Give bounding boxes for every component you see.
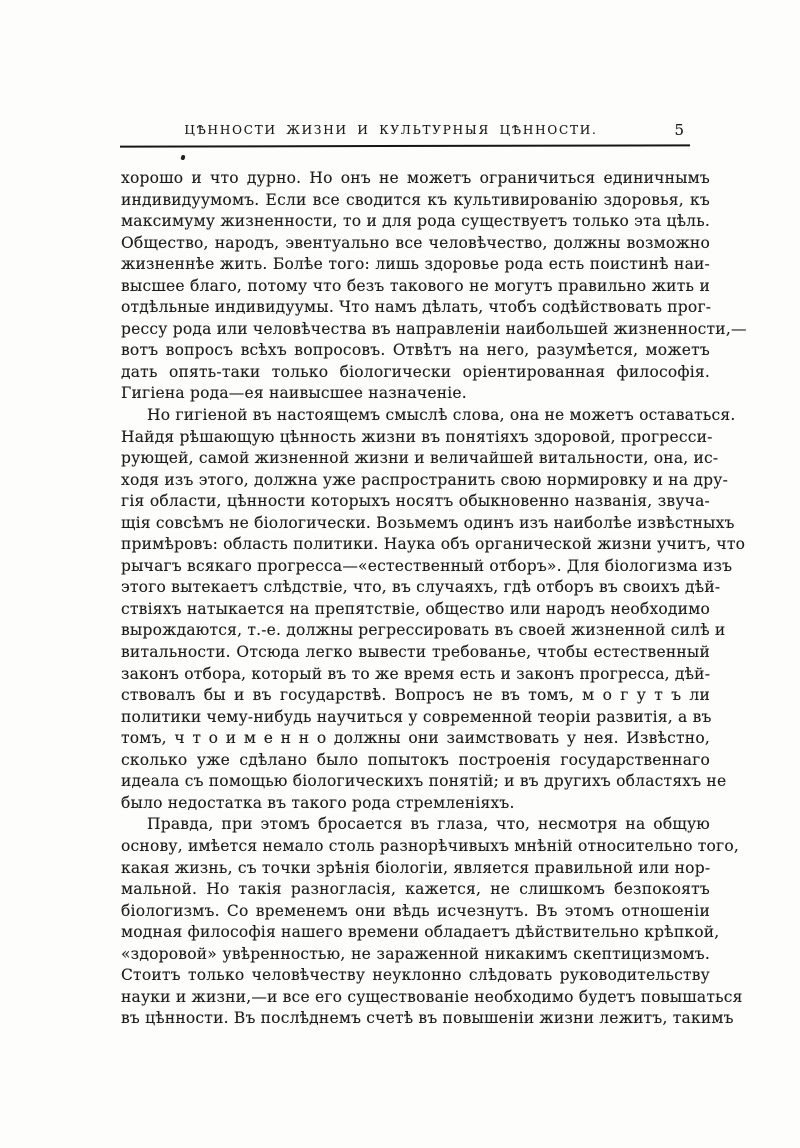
text-line: вырождаются, т.-е. должны регрессировать въ своей жизненной силѣ и bbox=[121, 621, 726, 640]
text-line: рующей, самой жизненной жизни и величайшей витальности, она, ис- bbox=[121, 449, 719, 468]
text-line: рычагъ всякаго прогресса—«естественный отборъ». Для біологизма изъ bbox=[121, 556, 733, 575]
text-line: томъ, ч т о и м е н н о должны они заимствовать у нея. Извѣстно, bbox=[121, 729, 710, 748]
text-line: примѣровъ: область политики. Наука объ органической жизни учитъ, что bbox=[121, 535, 746, 554]
text-line: дать опять-таки только біологически оріентированная философія. bbox=[121, 362, 710, 381]
header-rule bbox=[120, 144, 690, 147]
text-line: основу, имѣется немало столь разнорѣчивыхъ мнѣній относительно того, bbox=[121, 836, 740, 855]
text-line: сколько уже сдѣлано было попытокъ построенія государственнаго bbox=[121, 750, 710, 769]
text-line: политики чему-нибудь научиться у современной теоріи развитія, а въ bbox=[121, 707, 712, 726]
text-line: идеала съ помощью біологическихъ понятій; и въ другихъ областяхъ не bbox=[121, 772, 727, 791]
text-line: щія совсѣмъ не біологически. Возьмемъ одинъ изъ наиболѣе извѣстныхъ bbox=[121, 513, 735, 532]
text-line: Найдя рѣшающую цѣнность жизни въ понятіяхъ здоровой, прогресси- bbox=[121, 427, 713, 446]
text-line: Гигіена рода—ея наивысшее назначеніе. bbox=[121, 384, 467, 403]
text-line: жизненнѣе жить. Болѣе того: лишь здоровье рода есть поистинѣ наи- bbox=[121, 255, 710, 274]
ink-speck bbox=[180, 155, 185, 161]
text-line: максимуму жизненности, то и для рода существуетъ только эта цѣль. bbox=[121, 212, 710, 231]
text-line: отдѣльные индивидуумы. Что намъ дѣлать, чтобъ содѣйствовать прог- bbox=[121, 298, 712, 317]
text-line: витальности. Отсюда легко вывести требованье, чтобы естественный bbox=[121, 643, 710, 662]
page-number: 5 bbox=[674, 121, 684, 139]
text-line: вотъ вопросъ всѣхъ вопросовъ. Отвѣтъ на него, разумѣется, можетъ bbox=[121, 341, 710, 360]
text-line: мальной. Но такія разногласія, кажется, не слишкомъ безпокоятъ bbox=[121, 880, 710, 899]
text-line: высшее благо, потому что безъ такового не могутъ правильно жить и bbox=[121, 276, 710, 295]
text-line: Общество, народъ, эвентуально все человѣчество, должны возможно bbox=[121, 233, 710, 252]
text-line: хорошо и что дурно. Но онъ не можетъ ограничиться единичнымъ bbox=[121, 169, 710, 187]
text-line: индивидуумомъ. Если все сводится къ культивированію здоровья, къ bbox=[121, 190, 710, 209]
text-line: ходя изъ этого, должна уже распространить свою нормировку и на дру- bbox=[121, 470, 729, 489]
text-line: рессу рода или человѣчества въ направленіи наибольшей жизненности,— bbox=[121, 319, 747, 338]
text-line: какая жизнь, съ точки зрѣнія біологіи, является правильной или нор- bbox=[121, 858, 711, 877]
text-block bbox=[121, 168, 747, 1030]
text-line: Стоитъ только человѣчеству неуклонно слѣдовать руководительству bbox=[121, 966, 710, 985]
text-line: законъ отбора, который въ то же время есть и законъ прогресса, дѣй- bbox=[121, 664, 711, 683]
text-line: «здоровой» увѣренностью, не зараженной никакимъ скептицизмомъ. bbox=[121, 944, 710, 963]
text-line: этого вытекаетъ слѣдствіе, что, въ случаяхъ, гдѣ отборъ въ своихъ дѣй- bbox=[121, 578, 721, 597]
running-title: ЦѢННОСТИ ЖИЗНИ И КУЛЬТУРНЫЯ ЦѢННОСТИ. bbox=[184, 123, 598, 137]
text-line: біологизмъ. Со временемъ они вѣдь исчезнутъ. Въ этомъ отношеніи bbox=[121, 901, 710, 920]
text-line: ствовалъ бы и въ государствѣ. Вопросъ не въ томъ, м о г у т ъ ли bbox=[121, 686, 710, 705]
text-line: Правда, при этомъ бросается въ глаза, что, несмотря на общую bbox=[147, 815, 710, 834]
text-line: въ цѣнности. Въ послѣднемъ счетѣ въ повышеніи жизни лежитъ, такимъ bbox=[121, 1009, 734, 1028]
text-line: Но гигіеной въ настоящемъ смыслѣ слова, она не можетъ оставаться. bbox=[147, 406, 736, 425]
text-line: науки и жизни,—и все его существованіе необходимо будетъ повышаться bbox=[121, 987, 743, 1006]
page-header bbox=[120, 123, 690, 143]
text-line: гія области, цѣнности которыхъ носятъ обыкновенно названія, звуча- bbox=[121, 492, 710, 511]
text-line: ствіяхъ натыкается на препятствіе, общество или народъ необходимо bbox=[121, 599, 710, 618]
text-line: было недостатка въ такого рода стремленіяхъ. bbox=[121, 793, 515, 812]
text-line: модная философія нашего времени обладаетъ дѣйствительно крѣпкой, bbox=[121, 923, 720, 942]
